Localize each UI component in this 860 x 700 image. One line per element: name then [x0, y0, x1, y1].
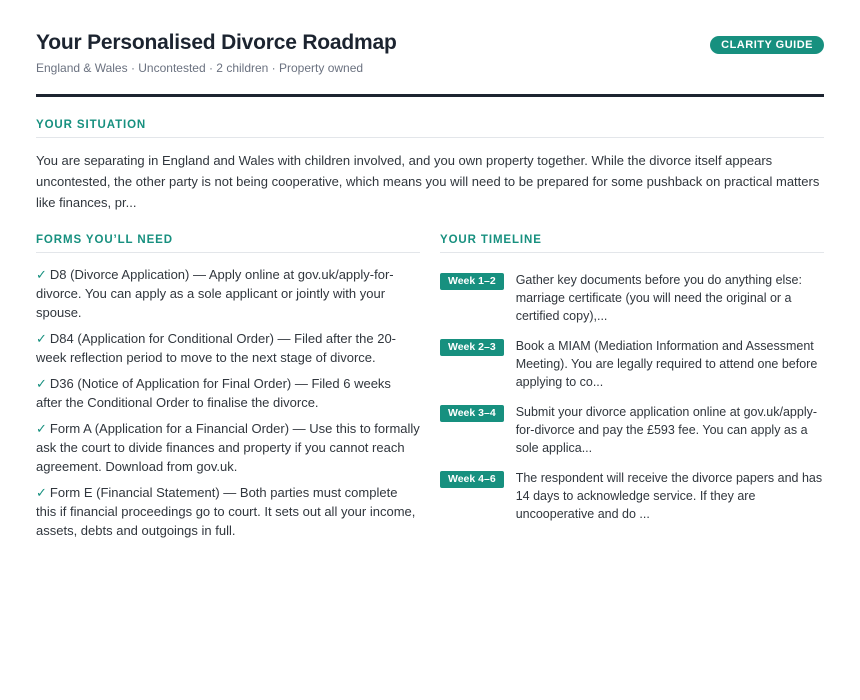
timeline-text: Submit your divorce application online at gov.uk/apply-for-divorce and pay the £593 fee. You can apply as a sole applica...	[515, 405, 818, 455]
form-item-form-e	[36, 483, 420, 540]
checkmark-icon: ✓	[36, 331, 47, 346]
form-item-text: Form E (Financial Statement) — Both parties must complete this if financial proceedings go to court. It sets out all your income, assets, debts and outgoings in full.	[36, 485, 416, 538]
timeline-item	[440, 403, 824, 457]
forms-section	[36, 234, 420, 547]
checkmark-icon: ✓	[36, 376, 47, 391]
situation-heading: YOUR SITUATION	[36, 119, 824, 138]
timeline-heading: YOUR TIMELINE	[440, 234, 824, 253]
form-item-text: D36 (Notice of Application for Final Order) — Filed 6 weeks after the Conditional Order to finalise the divorce.	[36, 376, 391, 410]
week-badge: Week 1–2	[440, 273, 504, 290]
timeline-text: The respondent will receive the divorce papers and has 14 days to acknowledge service. If they are uncooperative and do ...	[515, 471, 823, 521]
form-item-text: D84 (Application for Conditional Order) — Filed after the 20-week reflection period to move to the next stage of divorce.	[36, 331, 397, 365]
checkmark-icon: ✓	[36, 421, 47, 436]
form-item-d8	[36, 265, 420, 322]
form-item-form-a	[36, 419, 420, 476]
clarity-guide-badge: CLARITY GUIDE	[710, 36, 824, 54]
forms-heading: FORMS YOU’LL NEED	[36, 234, 420, 253]
form-item-text: D8 (Divorce Application) — Apply online at gov.uk/apply-for-divorce. You can apply as a sole applicant or jointly with your spouse.	[36, 267, 394, 320]
page-header	[36, 0, 824, 97]
week-badge: Week 2–3	[440, 339, 504, 356]
form-item-d84	[36, 329, 420, 367]
timeline-text: Book a MIAM (Mediation Information and Assessment Meeting). You are legally required to attend one before applying to co...	[515, 339, 818, 389]
forms-list	[36, 265, 420, 540]
checkmark-icon: ✓	[36, 485, 47, 500]
timeline-list	[440, 271, 824, 523]
page-subtitle: England & Wales · Uncontested · 2 children · Property owned	[36, 61, 364, 75]
timeline-item	[440, 337, 824, 391]
week-badge: Week 4–6	[440, 471, 504, 488]
situation-text: You are separating in England and Wales with children involved, and you own property together. While the divorce itself appears uncontested, the other party is not being cooperative, which means you will need to be prepared for some pushback on practical matters like finances, pr...	[36, 153, 820, 210]
timeline-item	[440, 469, 824, 523]
form-item-d36	[36, 374, 420, 412]
checkmark-icon: ✓	[36, 267, 47, 282]
form-item-text: Form A (Application for a Financial Order) — Use this to formally ask the court to divide finances and property if you cannot reach agreement. Download from gov.uk.	[36, 421, 420, 474]
timeline-item	[440, 271, 824, 325]
week-badge: Week 3–4	[440, 405, 504, 422]
timeline-section	[440, 234, 824, 535]
page-title: Your Personalised Divorce Roadmap	[36, 31, 397, 54]
timeline-text: Gather key documents before you do anything else: marriage certificate (you will need the original or a certified copy),...	[515, 273, 802, 323]
situation-section	[36, 119, 824, 213]
